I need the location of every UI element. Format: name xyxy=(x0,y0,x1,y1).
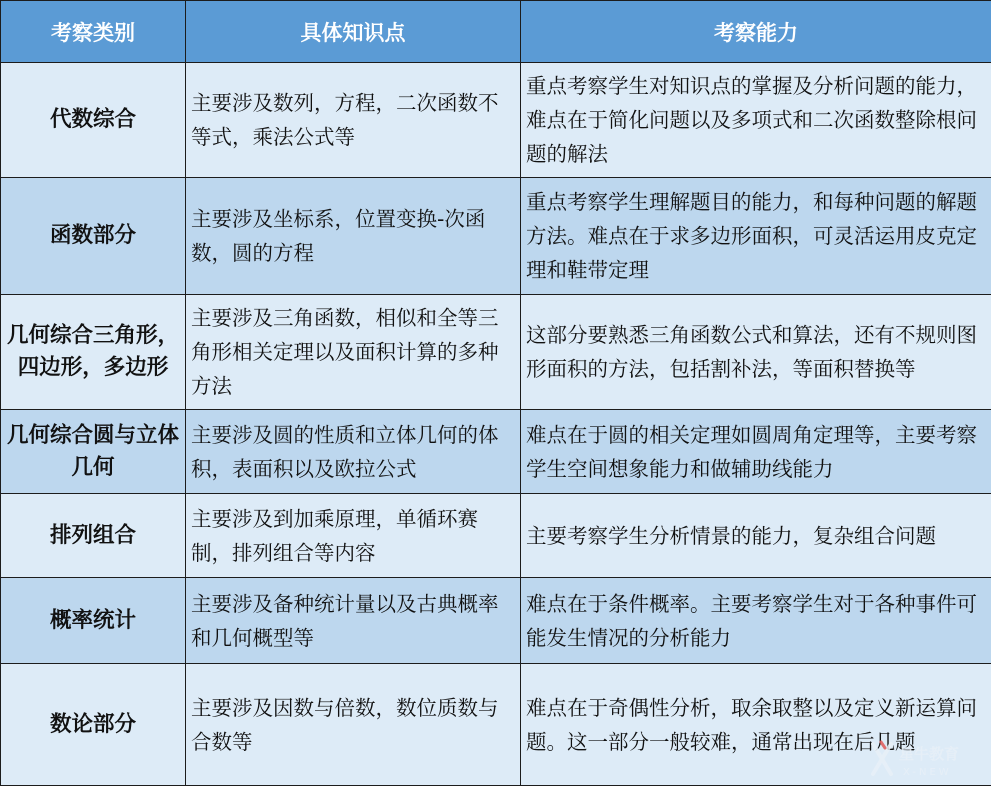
knowledge-cell: 主要涉及坐标系，位置变换-次函数，圆的方程 xyxy=(186,178,521,295)
category-cell: 概率统计 xyxy=(1,578,186,664)
table-row xyxy=(1,295,991,410)
category-cell: 几何综合三角形，四边形，多边形 xyxy=(1,295,186,410)
table-row xyxy=(1,63,991,178)
category-cell: 数论部分 xyxy=(1,664,186,786)
ability-cell: 重点考察学生理解题目的能力，和每种问题的解题方法。难点在于求多边形面积，可灵活运用皮克定理和鞋带定理 xyxy=(521,178,991,295)
ability-cell: 难点在于条件概率。主要考察学生对于各种事件可能发生情况的分析能力 xyxy=(521,578,991,664)
knowledge-cell: 主要涉及数列，方程，二次函数不等式，乘法公式等 xyxy=(186,63,521,178)
ability-cell: 主要考察学生分析情景的能力，复杂组合问题 xyxy=(521,494,991,578)
ability-cell: 难点在于圆的相关定理如圆周角定理等，主要考察学生空间想象能力和做辅助线能力 xyxy=(521,410,991,494)
knowledge-cell: 主要涉及备种统计量以及古典概率和几何概型等 xyxy=(186,578,521,664)
table-row xyxy=(1,178,991,295)
knowledge-cell: 主要涉及到加乘原理，单循环赛制，排列组合等内容 xyxy=(186,494,521,578)
ability-cell: 这部分要熟悉三角函数公式和算法，还有不规则图形面积的方法，包括割补法，等面积替换等 xyxy=(521,295,991,410)
knowledge-cell: 主要涉及三角函数，相似和全等三角形相关定理以及面积计算的多种方法 xyxy=(186,295,521,410)
ability-cell: 重点考察学生对知识点的掌握及分析问题的能力，难点在于简化问题以及多项式和二次函数整除根问题的解法 xyxy=(521,63,991,178)
table-row xyxy=(1,664,991,786)
watermark-subtext: X-NEW xyxy=(903,767,952,778)
knowledge-cell: 主要涉及因数与倍数，数位质数与合数等 xyxy=(186,664,521,786)
watermark-text: 星牛教育 xyxy=(899,745,959,763)
ability-cell: 难点在于奇偶性分析，取余取整以及定义新运算问题。这一部分一般较难，通常出现在后几题 xyxy=(521,664,991,786)
knowledge-cell: 主要涉及圆的性质和立体几何的体积，表面积以及欧拉公式 xyxy=(186,410,521,494)
header-ability: 考察能力 xyxy=(521,1,991,63)
table-row xyxy=(1,578,991,664)
table-row xyxy=(1,410,991,494)
header-knowledge: 具体知识点 xyxy=(186,1,521,63)
category-cell: 函数部分 xyxy=(1,178,186,295)
category-cell: 几何综合圆与立体几何 xyxy=(1,410,186,494)
category-cell: 排列组合 xyxy=(1,494,186,578)
category-cell: 代数综合 xyxy=(1,63,186,178)
table-row xyxy=(1,494,991,578)
header-category: 考察类别 xyxy=(1,1,186,63)
table-header-row xyxy=(1,1,991,63)
